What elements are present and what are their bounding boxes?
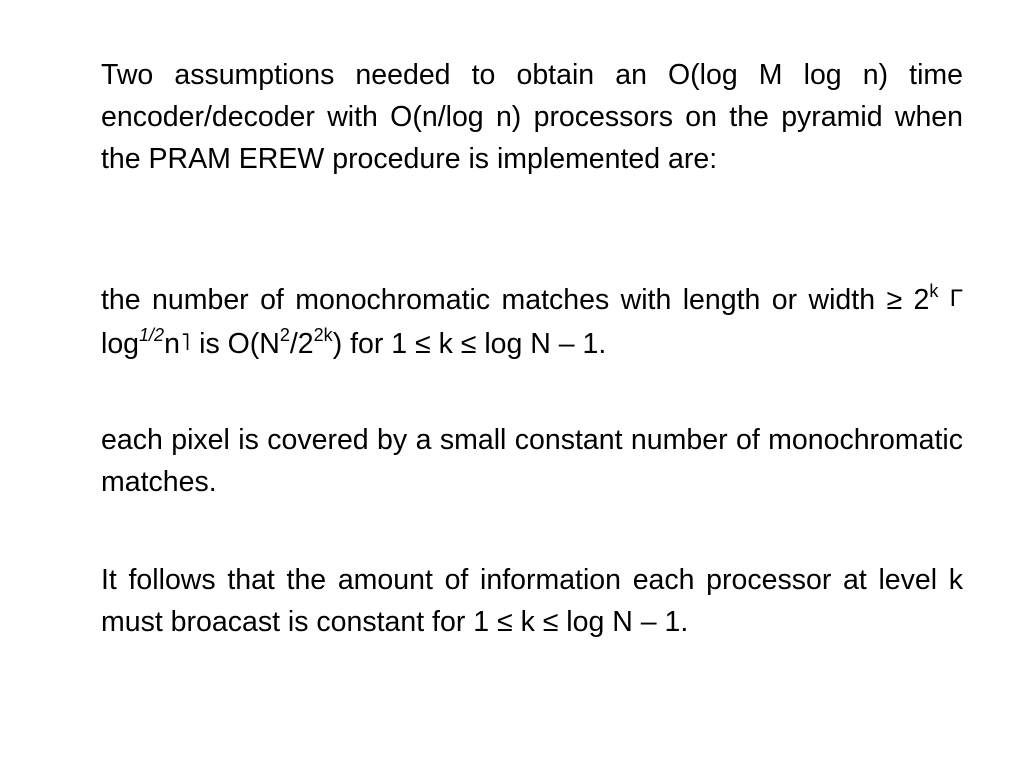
paragraph-assumption-one [101, 279, 963, 367]
n-text: n [164, 328, 180, 360]
ceiling-left-bracket: Γ [949, 285, 964, 312]
assumption-one-text-c: /2 [289, 328, 314, 360]
ceiling-right-bracket: ˥ [180, 329, 191, 356]
superscript-half: 1/2 [139, 324, 165, 345]
paragraph-assumption-two: each pixel is covered by a small constant number of monochromatic matches. [101, 424, 963, 498]
assumption-one-text-d: ) for 1 ≤ k ≤ log N – 1. [332, 328, 607, 360]
paragraph-assumptions-intro: Two assumptions needed to obtain an O(log M log n) time encoder/decoder with O(n/log n) processors on the pyramid when the PRAM EREW procedure is implemented are: [101, 59, 963, 175]
superscript-2: 2 [279, 324, 290, 345]
assumption-one-text-b: is O(N [199, 328, 280, 360]
assumption-one-text-a: the number of monochromatic matches with length or width ≥ 2 [101, 284, 930, 316]
superscript-2k: 2k [313, 324, 333, 345]
paragraph-conclusion: It follows that the amount of information each processor at level k must broacast is constant for 1 ≤ k ≤ log N – 1. [101, 564, 963, 638]
log-text: log [101, 328, 140, 360]
superscript-k: k [929, 280, 939, 301]
